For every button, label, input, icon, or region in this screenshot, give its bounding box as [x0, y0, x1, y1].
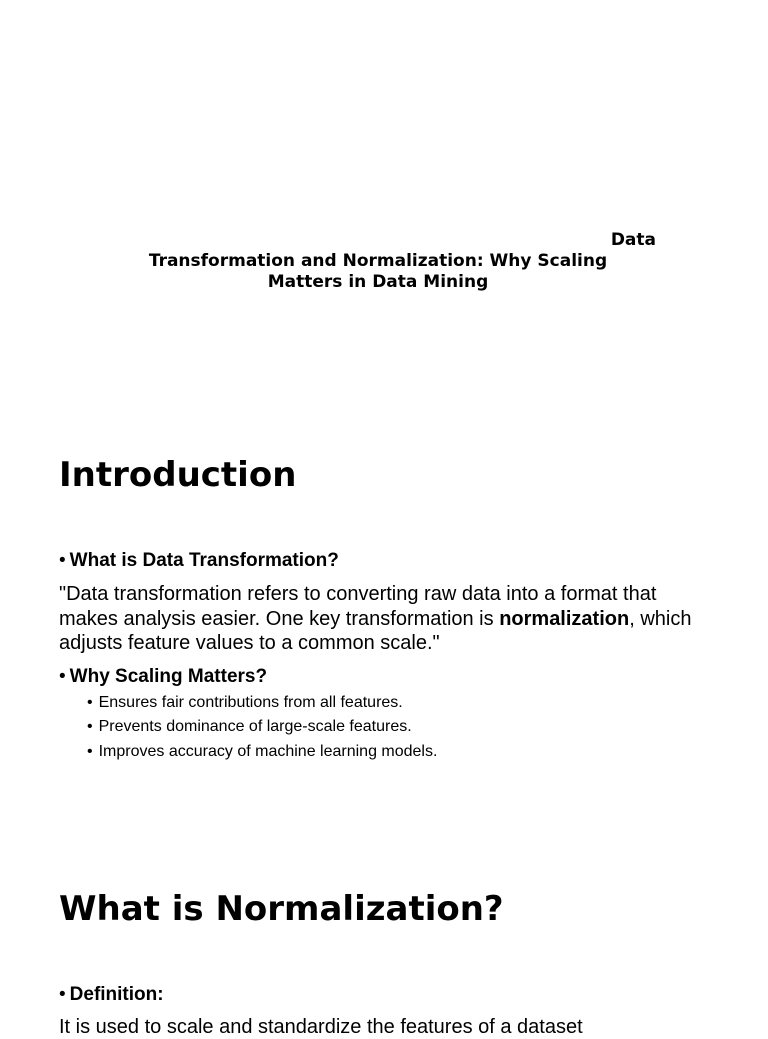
- paragraph-line-2-start: makes analysis easier. One key transformation is: [59, 607, 500, 630]
- title-line-2: Transformation and Normalization: Why Scaling: [148, 251, 608, 271]
- bullet-label: Definition:: [69, 984, 164, 1005]
- bullet-label: Why Scaling Matters?: [69, 665, 268, 687]
- list-item: [87, 715, 719, 740]
- introduction-heading: Introduction: [59, 455, 297, 495]
- bullet-glyph: •: [87, 693, 93, 711]
- paragraph-bold-term: normalization: [499, 607, 630, 630]
- definition-paragraph: [59, 582, 719, 656]
- paragraph-line-2-end: , which: [629, 607, 692, 630]
- title-line-1: Data: [610, 230, 656, 250]
- definition-text-partial: It is used to scale and standardize the features of a dataset: [59, 1016, 583, 1038]
- bullet-label: What is Data Transformation?: [69, 550, 339, 571]
- bullet-what-is-data-transformation: [59, 549, 719, 573]
- title-line-3: Matters in Data Mining: [267, 272, 489, 292]
- bullet-glyph: •: [59, 665, 66, 687]
- paragraph-line-3: adjusts feature values to a common scale.": [59, 632, 440, 654]
- list-item-text: Prevents dominance of large-scale features.: [98, 718, 412, 735]
- introduction-section: [59, 549, 719, 764]
- bullet-definition: [59, 983, 719, 1007]
- bullet-glyph: •: [59, 984, 66, 1005]
- bullet-why-scaling-matters: [59, 665, 719, 689]
- paragraph-line-1: "Data transformation refers to converting raw data into a format that: [59, 583, 657, 605]
- list-item: [87, 740, 719, 765]
- document-title: [100, 230, 656, 293]
- list-item-text: Ensures fair contributions from all features.: [98, 693, 403, 711]
- scaling-reasons-list: [59, 691, 719, 765]
- bullet-glyph: •: [87, 742, 93, 760]
- normalization-section: [59, 983, 719, 1039]
- list-item: [87, 691, 719, 716]
- bullet-glyph: •: [87, 718, 93, 735]
- list-item-text: Improves accuracy of machine learning models.: [98, 742, 438, 760]
- bullet-glyph: •: [59, 550, 66, 571]
- normalization-heading: What is Normalization?: [59, 889, 504, 929]
